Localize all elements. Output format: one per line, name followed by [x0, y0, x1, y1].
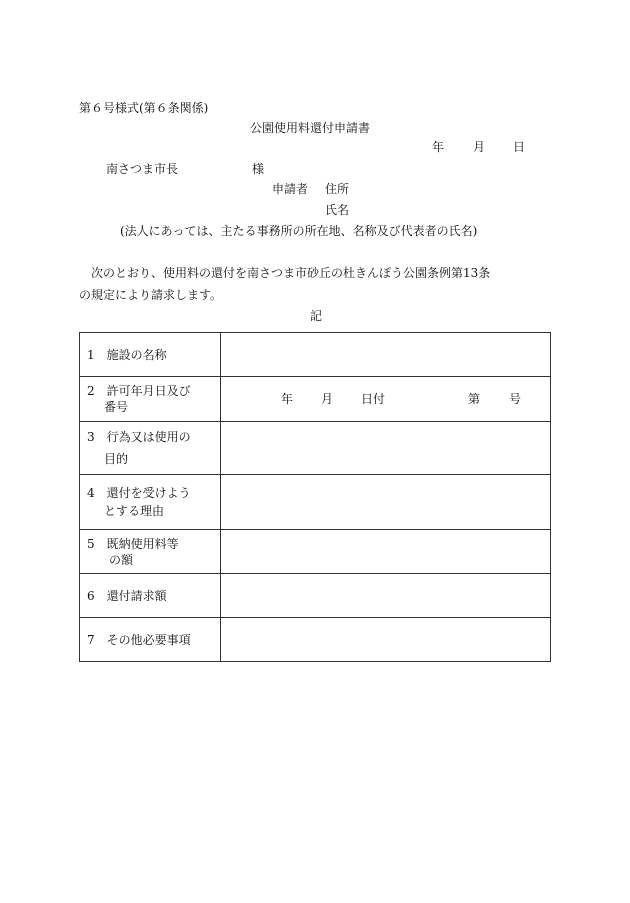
row-label: 6 還付請求額: [80, 574, 221, 618]
row-value[interactable]: [221, 618, 551, 662]
table-row: [80, 422, 551, 475]
body-text-line1: 次のとおり、使用料の還付を南さつま市砂丘の杜きんぽう公園条例第13条: [91, 266, 491, 280]
applicant-name-label: 氏名: [325, 203, 350, 217]
row-value[interactable]: [221, 574, 551, 618]
document-title: 公園使用料還付申請書: [250, 121, 371, 135]
row-label: 4 還付を受けよう とする理由: [80, 475, 221, 530]
claim-table: [79, 332, 551, 662]
addressee-honorific: 様: [252, 162, 265, 176]
permit-fields: [221, 377, 550, 421]
applicant-address-label: 住所: [325, 182, 350, 196]
row-value[interactable]: [221, 377, 551, 422]
table-row: [80, 333, 551, 377]
table-row: [80, 377, 551, 422]
applicant-note: (法人にあっては、主たる事務所の所在地、名称及び代表者の氏名): [120, 224, 478, 238]
row-label: 3 行為又は使用の 目的: [80, 422, 221, 475]
permit-year: 年: [281, 392, 294, 406]
date-day: 日: [513, 140, 526, 154]
permit-number-prefix: 第: [468, 392, 481, 406]
permit-number-suffix: 号: [509, 392, 522, 406]
addressee-name: 南さつま市長: [106, 162, 179, 176]
body-text-line2: の規定により請求します。: [79, 288, 223, 302]
row-label: 5 既納使用料等 の額: [80, 530, 221, 574]
date-year: 年: [432, 140, 445, 154]
row-value[interactable]: [221, 333, 551, 377]
row-value[interactable]: [221, 530, 551, 574]
table-row: [80, 618, 551, 662]
row-label: 2 許可年月日及び 番号: [80, 377, 221, 422]
form-number: 第６号様式(第６条関係): [79, 101, 209, 115]
table-row: [80, 574, 551, 618]
row-label: 1 施設の名称: [80, 333, 221, 377]
row-value[interactable]: [221, 475, 551, 530]
ki-heading: 記: [310, 309, 323, 323]
applicant-role: 申請者: [272, 182, 309, 196]
permit-date-suffix: 日付: [361, 392, 386, 406]
date-month: 月: [473, 140, 486, 154]
row-value[interactable]: [221, 422, 551, 475]
table-row: [80, 530, 551, 574]
row-label: 7 その他必要事項: [80, 618, 221, 662]
table-row: [80, 475, 551, 530]
permit-month: 月: [321, 392, 334, 406]
